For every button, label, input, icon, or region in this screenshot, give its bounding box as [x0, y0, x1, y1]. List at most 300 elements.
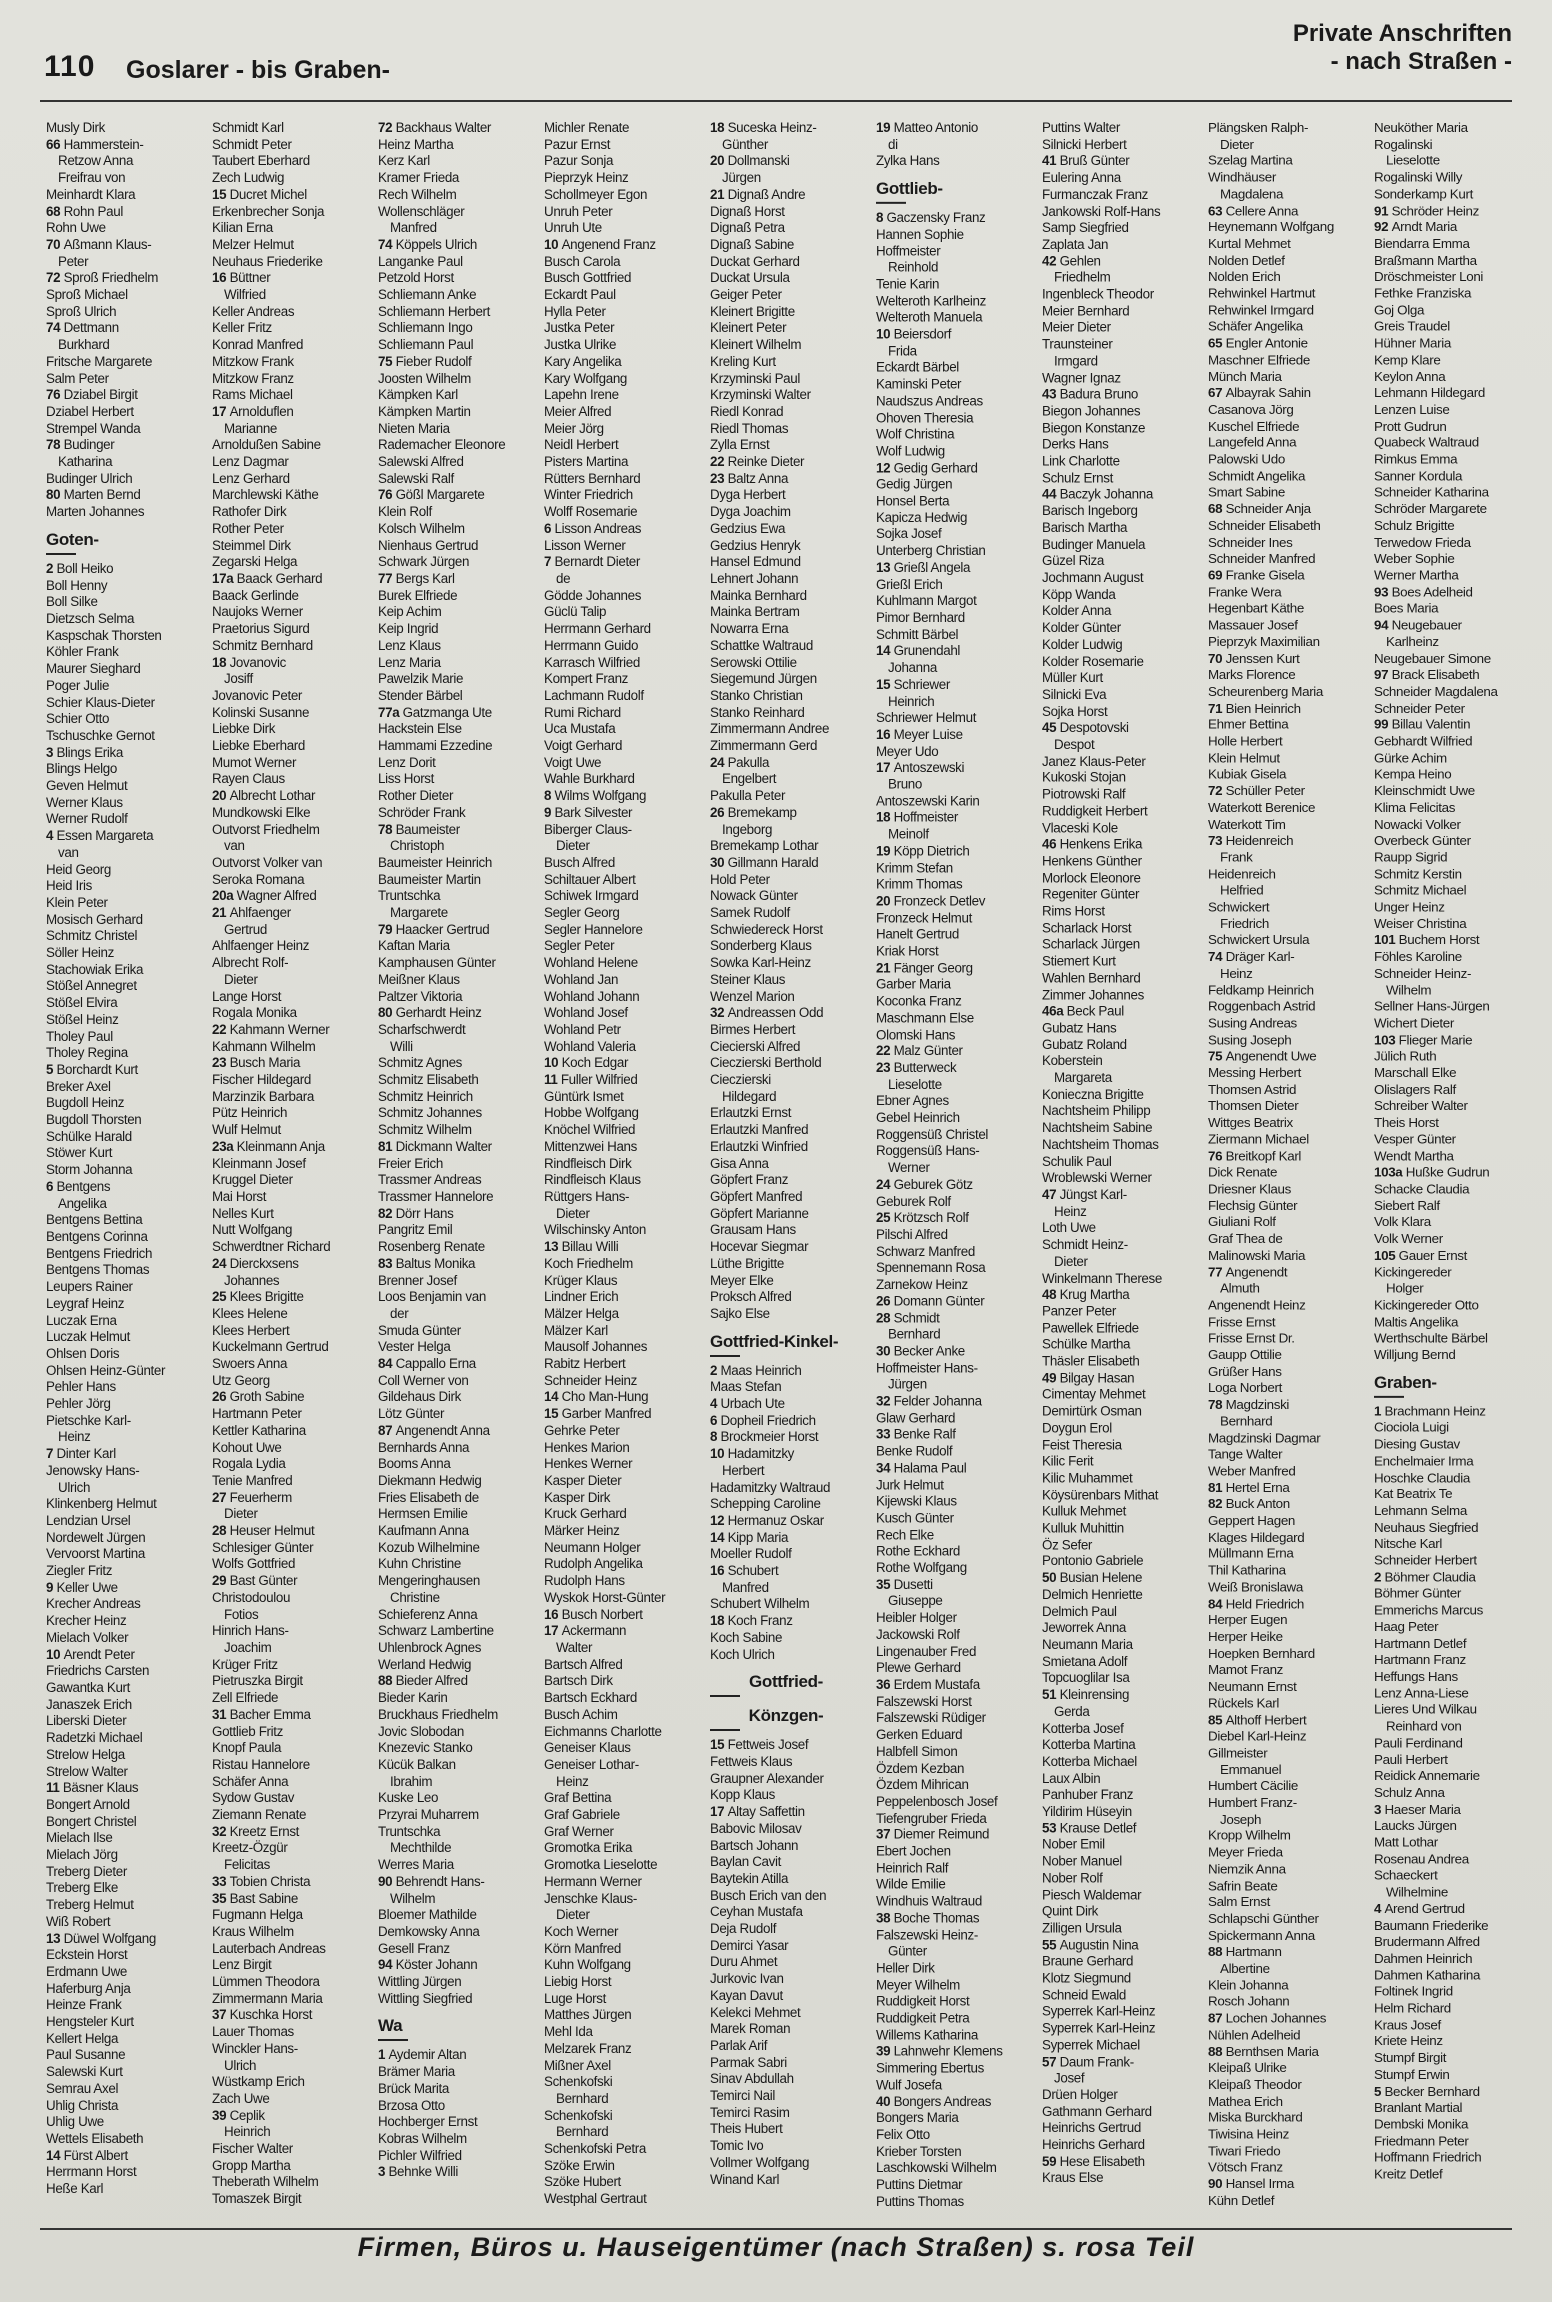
directory-entry: Herper Eugen [1208, 1612, 1288, 1628]
directory-entry: Salewski Ralf [378, 470, 454, 486]
directory-entry: Susing Andreas [1208, 1015, 1297, 1031]
directory-entry: Miska Burckhard [1208, 2110, 1303, 2126]
directory-entry: Smuda Günter [378, 1322, 461, 1338]
directory-entry: Angelika [58, 1195, 107, 1211]
directory-entry: Schulz Anna [1374, 1785, 1445, 1800]
directory-entry: Kuhn Christine [378, 1556, 461, 1572]
directory-entry: Schmidt Heinz- [1042, 1236, 1128, 1252]
directory-entry: 88 Bieder Alfred [378, 1673, 468, 1689]
directory-entry: 17 Antoszewski [876, 760, 965, 776]
directory-entry: 70 Aßmann Klaus- [46, 236, 152, 252]
directory-entry: 77a Gatzmanga Ute [378, 704, 492, 720]
directory-entry: Pieprzyk Heinz [544, 170, 629, 186]
directory-entry: Breker Axel [46, 1078, 111, 1094]
directory-entry: 88 Hartmann [1208, 1944, 1282, 1960]
directory-entry: Tholey Paul [46, 1028, 113, 1044]
directory-entry: 20 Fronzeck Detlev [876, 893, 986, 909]
directory-entry: Mengeringhausen [378, 1573, 480, 1589]
directory-entry: Marianne [224, 420, 278, 436]
directory-entry: Zegarski Helga [212, 554, 298, 570]
directory-entry: Laux Albin [1042, 1770, 1101, 1786]
directory-entry: Mathea Erich [1208, 2093, 1283, 2109]
directory-entry: 63 Cellere Anna [1208, 202, 1299, 218]
directory-entry: Wiß Robert [46, 1913, 111, 1929]
directory-entry: Bernhard [888, 1326, 941, 1342]
directory-entry: Quabeck Waltraud [1374, 435, 1479, 450]
directory-entry: Schmitz Wilhelm [378, 1122, 472, 1138]
directory-entry: Heinz [1220, 965, 1253, 981]
directory-entry: Sanner Kordula [1374, 468, 1463, 484]
directory-entry: 103 Flieger Marie [1374, 1032, 1473, 1048]
directory-entry: Giuseppe [888, 1593, 943, 1609]
directory-entry: Kleinmann Josef [212, 1155, 306, 1171]
directory-entry: 29 Bast Günter [212, 1573, 298, 1589]
directory-entry: Emmanuel [1220, 1761, 1282, 1777]
directory-entry: Silnicki Herbert [1042, 136, 1127, 152]
directory-entry: Loos Benjamin van [378, 1289, 486, 1305]
directory-entry: Kerz Karl [378, 153, 430, 169]
directory-entry: Diekmann Hedwig [378, 1472, 482, 1488]
directory-entry: Zylla Ernst [710, 437, 770, 453]
directory-entry: Karlheinz [1386, 634, 1439, 650]
directory-entry: Gerken Eduard [876, 1727, 963, 1743]
directory-entry: Schwiedereck Horst [710, 921, 823, 937]
directory-entry: Zarnekow Heinz [876, 1276, 968, 1292]
directory-entry: Truntschka [378, 888, 441, 904]
directory-entry: Manfred [390, 220, 437, 236]
directory-entry: 37 Diemer Reimund [876, 1827, 990, 1843]
directory-entry: Steimmel Dirk [212, 537, 291, 553]
directory-entry: Kuhn Wolfgang [544, 1957, 631, 1973]
directory-entry: Langefeld Anna [1208, 435, 1297, 450]
directory-entry: Kobras Wilhelm [378, 2130, 467, 2146]
directory-entry: 77 Bergs Karl [378, 570, 455, 586]
directory-entry: Schwickert Ursula [1208, 932, 1310, 948]
directory-entry: Rehwinkel Irmgard [1208, 302, 1314, 318]
directory-entry: Heinz Martha [378, 136, 454, 152]
directory-entry: Palowski Udo [1208, 451, 1285, 467]
directory-entry: Weber Sophie [1374, 551, 1455, 567]
directory-entry: Uhlig Christa [46, 2097, 119, 2113]
directory-entry: 74 Dettmann [46, 320, 119, 336]
directory-entry: Dignaß Horst [710, 203, 785, 219]
directory-entry: Ceyhan Mustafa [710, 1904, 803, 1920]
directory-entry: Gromotka Erika [544, 1840, 633, 1856]
street-heading: Gottlieb- [876, 178, 1028, 204]
directory-entry: Rosenberg Renate [378, 1239, 485, 1255]
directory-entry: Barisch Martha [1042, 520, 1128, 536]
directory-entry: Kuschel Elfriede [1208, 418, 1300, 434]
directory-entry: Booms Anna [378, 1456, 451, 1472]
directory-entry: Sojka Horst [1042, 703, 1108, 719]
directory-entry: 51 Kleinrensing [1042, 1687, 1130, 1703]
directory-entry: Henkes Werner [544, 1456, 633, 1472]
directory-entry: Kaminski Peter [876, 376, 962, 392]
directory-entry: Holle Herbert [1208, 733, 1283, 749]
directory-entry: Hocevar Siegmar [710, 1239, 809, 1255]
directory-entry: Theis Horst [1374, 1115, 1439, 1130]
directory-entry: Duckat Ursula [710, 270, 790, 286]
directory-entry: Sonderberg Klaus [710, 938, 812, 954]
directory-entry: 15 Fettweis Josef [710, 1737, 809, 1753]
directory-entry: Wahlen Bernhard [1042, 970, 1141, 986]
directory-entry: Pauli Ferdinand [1374, 1735, 1463, 1751]
directory-entry: 72 Backhaus Walter [378, 120, 492, 135]
directory-entry: 21 Fänger Georg [876, 960, 973, 976]
directory-entry: Reidick Annemarie [1374, 1768, 1480, 1784]
directory-entry: Morlock Eleonore [1042, 870, 1141, 886]
directory-entry: Goj Olga [1374, 302, 1425, 318]
directory-entry: Parmak Sabri [710, 2054, 787, 2070]
directory-entry: Klages Hildegard [1208, 1529, 1305, 1545]
directory-entry: Glaw Gerhard [876, 1410, 956, 1426]
directory-entry: Göpfert Marianne [710, 1205, 809, 1221]
directory-entry: 31 Bacher Emma [212, 1706, 311, 1722]
directory-entry: Vervoorst Martina [46, 1546, 145, 1562]
directory-entry: Märker Heinz [544, 1523, 620, 1539]
directory-entry: Geven Helmut [46, 778, 128, 794]
directory-entry: Volk Klara [1374, 1214, 1431, 1230]
directory-entry: Schmitz Christel [46, 928, 138, 944]
directory-entry: Cimentay Mehmet [1042, 1387, 1146, 1402]
directory-entry: Gisa Anna [710, 1155, 769, 1171]
directory-entry: 75 Angenendt Uwe [1208, 1048, 1317, 1064]
directory-entry: Lenz Dagmar [212, 454, 289, 470]
directory-entry: 35 Bast Sabine [212, 1890, 298, 1906]
directory-entry: Schacke Claudia [1374, 1181, 1470, 1197]
directory-entry: Branlant Martial [1374, 2100, 1463, 2115]
directory-column [46, 120, 198, 2210]
directory-entry: 25 Klees Brigitte [212, 1289, 304, 1305]
directory-entry: Gödde Johannes [544, 587, 642, 603]
directory-entry: Mechthilde [390, 1840, 452, 1856]
directory-entry: 15 Ducret Michel [212, 186, 307, 202]
directory-entry: Furmanczak Franz [1042, 186, 1149, 202]
directory-entry: Klotz Siegmund [1042, 1970, 1131, 1986]
directory-entry: 42 Gehlen [1042, 253, 1101, 269]
directory-entry: Heße Karl [46, 2181, 104, 2197]
directory-entry: Keylon Anna [1374, 368, 1446, 384]
directory-entry: Rathofer Dirk [212, 504, 287, 520]
directory-entry: Schenkofski Petra [544, 2141, 646, 2157]
directory-entry: Samp Siegfried [1042, 220, 1129, 235]
directory-entry: Gildehaus Dirk [378, 1389, 461, 1405]
directory-entry: Wüstkamp Erich [212, 2074, 305, 2090]
directory-entry: Brudermann Alfred [1374, 1934, 1480, 1950]
directory-entry: Musly Dirk [46, 120, 105, 135]
directory-entry: Falszewski Horst [876, 1693, 972, 1709]
directory-entry: Koch Sabine [710, 1629, 783, 1645]
directory-entry: Nieten Maria [378, 420, 450, 436]
directory-entry: Peter [58, 253, 89, 269]
directory-entry: Temirci Nail [710, 2088, 775, 2104]
directory-entry: 72 Schüller Peter [1208, 783, 1305, 799]
directory-entry: Dieter [1220, 136, 1254, 152]
directory-entry: Baylan Cavit [710, 1854, 781, 1870]
directory-entry: Günther [722, 136, 768, 152]
directory-entry: Jochmann August [1042, 570, 1144, 586]
directory-entry: 19 Matteo Antonio [876, 120, 979, 135]
directory-entry: Hobbe Wolfgang [544, 1105, 639, 1121]
directory-entry: Erlautzki Manfred [710, 1122, 809, 1138]
directory-entry: Eckardt Paul [544, 287, 616, 303]
directory-entry: Justka Ulrike [544, 337, 617, 353]
directory-entry: Stößel Elvira [46, 995, 118, 1011]
directory-entry: Kayan Davut [710, 1987, 783, 2003]
directory-entry: 2 Böhmer Claudia [1374, 1569, 1476, 1585]
directory-entry: Freifrau von [58, 170, 126, 186]
directory-entry: Schiltauer Albert [544, 871, 636, 887]
directory-entry: 67 Albayrak Sahin [1208, 385, 1311, 401]
directory-entry: Gubatz Roland [1042, 1036, 1127, 1052]
directory-entry: Theis Hubert [710, 2121, 783, 2137]
directory-entry: Kasper Dirk [544, 1489, 611, 1505]
directory-entry: Hartmann Peter [212, 1406, 302, 1422]
directory-entry: Bugdoll Heinz [46, 1095, 125, 1111]
directory-entry: Benke Rudolf [876, 1443, 953, 1459]
directory-entry: Neugebauer Simone [1374, 650, 1491, 666]
directory-entry: Salewski Kurt [46, 2064, 123, 2080]
directory-entry: Unterberg Christian [876, 543, 986, 559]
directory-entry: Lüthe Brigitte [710, 1255, 785, 1271]
directory-entry: 23 Butterweck [876, 1060, 957, 1076]
directory-entry: Yildirim Hüseyin [1042, 1803, 1132, 1819]
directory-entry: Rosch Johann [1208, 1994, 1290, 2009]
directory-entry: Engelbert [722, 771, 777, 787]
directory-entry: Sproß Ulrich [46, 303, 117, 319]
directory-entry: 11 Fuller Wilfried [544, 1072, 638, 1088]
directory-entry: Böhmer Günter [1374, 1585, 1461, 1601]
directory-entry: Kat Beatrix Te [1374, 1486, 1453, 1502]
directory-entry: Wolf Ludwig [876, 443, 945, 459]
directory-entry: Praetorius Sigurd [212, 621, 310, 637]
directory-entry: Treberg Helmut [46, 1897, 134, 1913]
directory-entry: Klein Helmut [1208, 750, 1280, 766]
directory-entry: Humbert Franz- [1208, 1795, 1297, 1810]
directory-entry: Katharina [58, 454, 113, 470]
directory-entry: Neumann Ernst [1208, 1678, 1297, 1694]
directory-entry: Graf Thea de [1208, 1231, 1283, 1247]
directory-entry: Klein Rolf [378, 504, 432, 520]
directory-entry: Ohlsen Doris [46, 1345, 120, 1361]
directory-entry: 5 Borchardt Kurt [46, 1061, 138, 1077]
directory-entry: Mittenzwei Hans [544, 1138, 637, 1154]
directory-entry: Bongert Christel [46, 1813, 137, 1829]
directory-entry: Kohout Uwe [212, 1439, 282, 1455]
directory-entry: de [556, 570, 571, 586]
directory-entry: Storm Johanna [46, 1162, 133, 1178]
directory-entry: 68 Rohn Paul [46, 203, 123, 219]
directory-entry: 32 Kreetz Ernst [212, 1823, 300, 1839]
directory-entry: Hinrich Hans- [212, 1623, 289, 1639]
street-heading: Wa [378, 2015, 530, 2041]
directory-entry: 21 Dignaß Andre [710, 186, 806, 202]
directory-entry: Gropp Martha [212, 2157, 291, 2173]
directory-title-line2: - nach Straßen - [1330, 48, 1512, 75]
directory-entry: Deja Rudolf [710, 1921, 777, 1937]
directory-entry: Koberstein [1042, 1053, 1103, 1069]
directory-entry: Delmich Henriette [1042, 1587, 1143, 1603]
directory-entry: Geppert Hagen [1208, 1513, 1296, 1528]
directory-entry: Sellner Hans-Jürgen [1374, 998, 1490, 1014]
directory-entry: Fischer Hildegard [212, 1072, 311, 1088]
directory-entry: Frank [1220, 849, 1253, 865]
directory-entry: Sajko Else [710, 1305, 770, 1321]
directory-entry: Hansel Edmund [710, 554, 801, 570]
directory-entry: Lenz Gerhard [212, 470, 290, 486]
directory-entry: Voigt Uwe [544, 754, 602, 770]
directory-entry: Erdmann Uwe [46, 1963, 127, 1979]
directory-entry: Ebner Agnes [876, 1093, 949, 1109]
directory-entry: 65 Engler Antonie [1208, 335, 1308, 351]
directory-entry: Busch Alfred [544, 854, 615, 870]
directory-entry: Dyga Herbert [710, 487, 786, 503]
directory-entry: Naudszus Andreas [876, 393, 983, 409]
directory-entry: Zimmer Johannes [1042, 986, 1144, 1002]
directory-entry: Janaszek Erich [46, 1696, 132, 1712]
directory-entry: Kukoski Stojan [1042, 770, 1126, 786]
directory-entry: Moeller Rudolf [710, 1546, 792, 1562]
directory-entry: Schenkofski [544, 2107, 613, 2123]
directory-entry: 46a Beck Paul [1042, 1003, 1124, 1019]
directory-entry: Stanko Reinhard [710, 704, 805, 720]
directory-entry: Paul Susanne [46, 2047, 126, 2063]
directory-entry: Syperrek Karl-Heinz [1042, 2020, 1156, 2036]
directory-entry: Heinrichs Gerhard [1042, 2137, 1145, 2153]
directory-entry: Franke Wera [1208, 584, 1282, 600]
directory-entry: Raupp Sigrid [1374, 849, 1448, 865]
directory-entry: Ingenbleck Theodor [1042, 286, 1154, 302]
directory-entry: Lindner Erich [544, 1289, 619, 1305]
directory-entry: Lötz Günter [378, 1406, 445, 1422]
directory-entry: Winckler Hans- [212, 2040, 298, 2056]
directory-entry: Heinz [1054, 1203, 1087, 1219]
directory-entry: Meinhardt Klara [46, 186, 136, 202]
directory-entry: Samek Rudolf [710, 905, 790, 921]
directory-entry: 87 Angenendt Anna [378, 1422, 490, 1438]
directory-entry: Lieres Und Wilkau [1374, 1702, 1477, 1717]
directory-entry: Dignaß Sabine [710, 236, 795, 252]
directory-entry: Winkelmann Therese [1042, 1270, 1162, 1286]
directory-entry: Segler Hannelore [544, 921, 643, 937]
directory-entry: Nutt Wolfgang [212, 1222, 293, 1238]
directory-entry: Ebert Jochen [876, 1843, 951, 1859]
directory-entry: 90 Hansel Irma [1208, 2176, 1294, 2192]
directory-entry: Gawantka Kurt [46, 1679, 131, 1695]
directory-entry: Meinolf [888, 826, 929, 842]
directory-entry: Brück Marita [378, 2080, 449, 2096]
directory-entry: Krecher Andreas [46, 1596, 141, 1612]
directory-entry: Lenz Klaus [378, 637, 441, 653]
directory-entry: Güclü Talip [544, 604, 607, 620]
directory-entry: Hartmann Franz [1374, 1652, 1466, 1668]
directory-entry: Jenowsky Hans- [46, 1462, 140, 1478]
directory-entry: Salm Peter [46, 370, 109, 386]
directory-entry: Wichert Dieter [1374, 1015, 1454, 1031]
directory-entry: Bernhard [1220, 1413, 1273, 1429]
directory-column [212, 120, 364, 2210]
directory-entry: Voigt Gerhard [544, 738, 623, 754]
directory-entry: Söller Heinz [46, 945, 114, 961]
directory-entry: Steiner Klaus [710, 971, 786, 987]
directory-entry: Neidl Herbert [544, 437, 619, 453]
directory-entry: Janez Klaus-Peter [1042, 753, 1146, 769]
directory-entry: Kemp Klare [1374, 352, 1441, 368]
directory-entry: Proksch Alfred [710, 1289, 792, 1305]
directory-entry: Mielach Ilse [46, 1830, 113, 1846]
directory-entry: Joachim [224, 1639, 272, 1655]
directory-entry: Graf Bettina [544, 1790, 612, 1806]
directory-entry: Bremekamp Lothar [710, 838, 819, 854]
directory-entry: Roggensüß Christel [876, 1126, 989, 1142]
directory-entry: Temirci Rasim [710, 2104, 790, 2120]
directory-entry: 43 Badura Bruno [1042, 386, 1139, 402]
directory-entry: Kurtal Mehmet [1208, 236, 1291, 251]
directory-entry: Öz Sefer [1042, 1537, 1093, 1553]
directory-entry: Scheurenberg Maria [1208, 683, 1324, 699]
directory-entry: Treberg Dieter [46, 1863, 127, 1879]
directory-entry: 10 Angenend Franz [544, 236, 656, 252]
directory-entry: Simmering Ebertus [876, 2060, 984, 2076]
directory-entry: Gedzius Ewa [710, 520, 786, 536]
directory-entry: Pauli Herbert [1374, 1751, 1448, 1767]
directory-entry: Kämpken Martin [378, 403, 471, 419]
directory-entry: 53 Krause Detlef [1042, 1820, 1137, 1836]
directory-entry: Kotterba Michael [1042, 1753, 1137, 1769]
directory-entry: 21 Ahlfaenger [212, 905, 291, 921]
directory-entry: Schmitz Agnes [378, 1055, 463, 1071]
directory-entry: 59 Hese Elisabeth [1042, 2153, 1145, 2169]
directory-entry: Wolf Christina [876, 426, 955, 442]
directory-entry: Swoers Anna [212, 1356, 288, 1372]
directory-entry: Schneider Manfred [1208, 551, 1316, 567]
directory-entry: Rogalinski Willy [1374, 169, 1463, 185]
directory-entry: 44 Baczyk Johanna [1042, 486, 1153, 502]
directory-entry: Schubert Wilhelm [710, 1596, 810, 1612]
directory-entry: Zimmermann Andree [710, 721, 830, 737]
directory-entry: Fronzeck Helmut [876, 910, 972, 926]
header-divider [40, 100, 1512, 102]
directory-entry: Walter [556, 1639, 593, 1655]
directory-entry: 74 Köppels Ulrich [378, 236, 478, 252]
directory-entry: Rother Peter [212, 520, 284, 536]
directory-entry: Klein Johanna [1208, 1977, 1289, 1993]
directory-column [1042, 120, 1194, 2210]
directory-entry: Michler Renate [544, 120, 630, 135]
directory-entry: Rayen Claus [212, 771, 285, 787]
directory-entry: Ehmer Bettina [1208, 717, 1289, 732]
directory-entry: Biegon Johannes [1042, 403, 1141, 419]
directory-entry: Meier Dieter [1042, 320, 1111, 336]
directory-entry: 22 Malz Günter [876, 1043, 963, 1059]
directory-entry: Gebhardt Wilfried [1374, 733, 1473, 749]
directory-entry: Schneider Katharina [1374, 484, 1489, 500]
directory-entry: 20a Wagner Alfred [212, 888, 317, 904]
directory-entry: Uhlenbrock Agnes [378, 1639, 482, 1655]
directory-entry: Malinowski Maria [1208, 1247, 1306, 1263]
directory-entry: Schlesiger Günter [212, 1539, 314, 1555]
directory-entry: Bentgens Friedrich [46, 1245, 153, 1261]
directory-entry: Gebel Heinrich [876, 1110, 960, 1126]
directory-entry: 9 Keller Uwe [46, 1579, 118, 1595]
directory-entry: Dyga Joachim [710, 504, 791, 520]
directory-entry: Szöke Hubert [544, 2174, 621, 2190]
directory-column [378, 120, 530, 2210]
directory-entry: Köysürenbars Mithat [1042, 1487, 1159, 1503]
directory-entry: Safrin Beate [1208, 1877, 1278, 1893]
directory-entry: Meyer Elke [710, 1272, 774, 1288]
directory-entry: Günter [888, 1943, 927, 1959]
